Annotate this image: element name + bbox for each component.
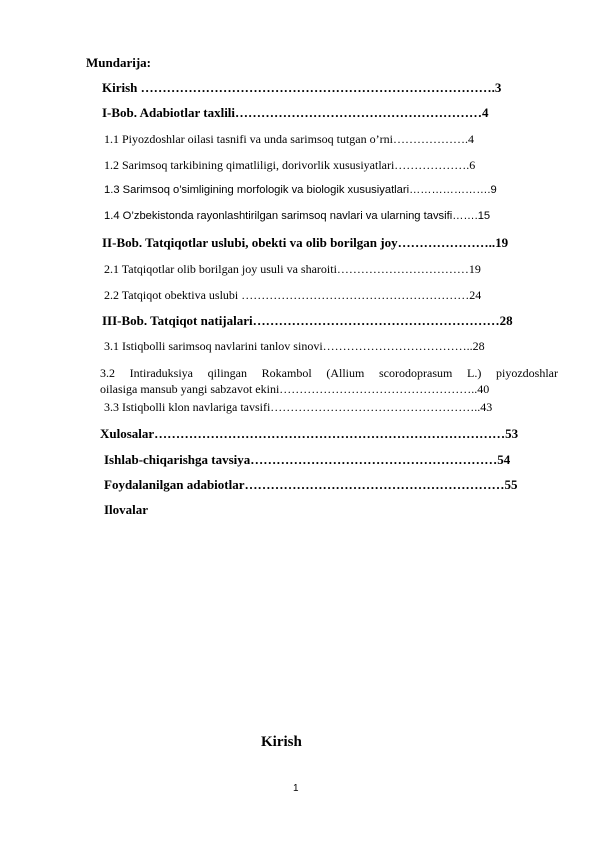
toc-heading: Mundarija: <box>86 55 151 70</box>
toc-entry-3-2-line-2[interactable]: oilasiga mansub yangi sabzavot ekini…………………………………………..40 <box>100 382 490 396</box>
toc-entry-chapter-1[interactable]: I-Bob. Adabiotlar taxlili…………………………………………………4 <box>102 105 489 120</box>
toc-entry-ilovalar[interactable]: Ilovalar <box>104 502 149 517</box>
section-heading-kirish: Kirish <box>261 734 302 750</box>
toc-entry-2-2[interactable]: 2.2 Tatqiqot obektiva uslubi …………………………………………………24 <box>104 288 482 302</box>
toc-entry-3-1[interactable]: 3.1 Istiqbolli sarimsoq navlarini tanlov sinovi………………………………..28 <box>104 339 485 353</box>
toc-entry-3-2-line-1[interactable]: 3.2 Intiraduksiya qilingan Rokambol (Allium scorodoprasum L.) piyozdoshlar <box>100 366 558 380</box>
toc-entry-1-2[interactable]: 1.2 Sarimsoq tarkibining qimatliligi, dorivorlik xususiyatlari……………….6 <box>104 158 476 172</box>
toc-entry-1-3[interactable]: 1.3 Sarimsoq o’simligining morfologik va biologik xususiyatlari………………….9 <box>104 184 497 196</box>
toc-entry-ishlab-chiqarishga-tavsiya[interactable]: Ishlab-chiqarishga tavsiya…………………………………………………54 <box>104 452 511 467</box>
toc-entry-chapter-3[interactable]: III-Bob. Tatqiqot natijalari…………………………………………………28 <box>102 313 513 328</box>
toc-entry-chapter-2[interactable]: II-Bob. Tatqiqotlar uslubi, obekti va olib borilgan joy…………………..19 <box>102 235 509 250</box>
toc-entry-foydalanilgan-adabiotlar[interactable]: Foydalanilgan adabiotlar……………………………………………………55 <box>104 477 518 492</box>
toc-entry-1-4[interactable]: 1.4 O’zbekistonda rayonlashtirilgan sarimsoq navlari va ularning tavsifi…….15 <box>104 210 491 222</box>
page-number: 1 <box>293 783 299 794</box>
toc-entry-xulosalar[interactable]: Xulosalar………………………………………………………………………53 <box>100 426 519 441</box>
toc-entry-1-1[interactable]: 1.1 Piyozdoshlar oilasi tasnifi va unda sarimsoq tutgan o’rni……………….4 <box>104 132 474 146</box>
toc-entry-2-1[interactable]: 2.1 Tatqiqotlar olib borilgan joy usuli va sharoiti……………………………19 <box>104 262 481 276</box>
toc-entry-kirish[interactable]: Kirish ……………………………………………………………………….3 <box>102 80 502 95</box>
toc-entry-3-3[interactable]: 3.3 Istiqbolli klon navlariga tavsifi……………………………………………..43 <box>104 400 493 414</box>
